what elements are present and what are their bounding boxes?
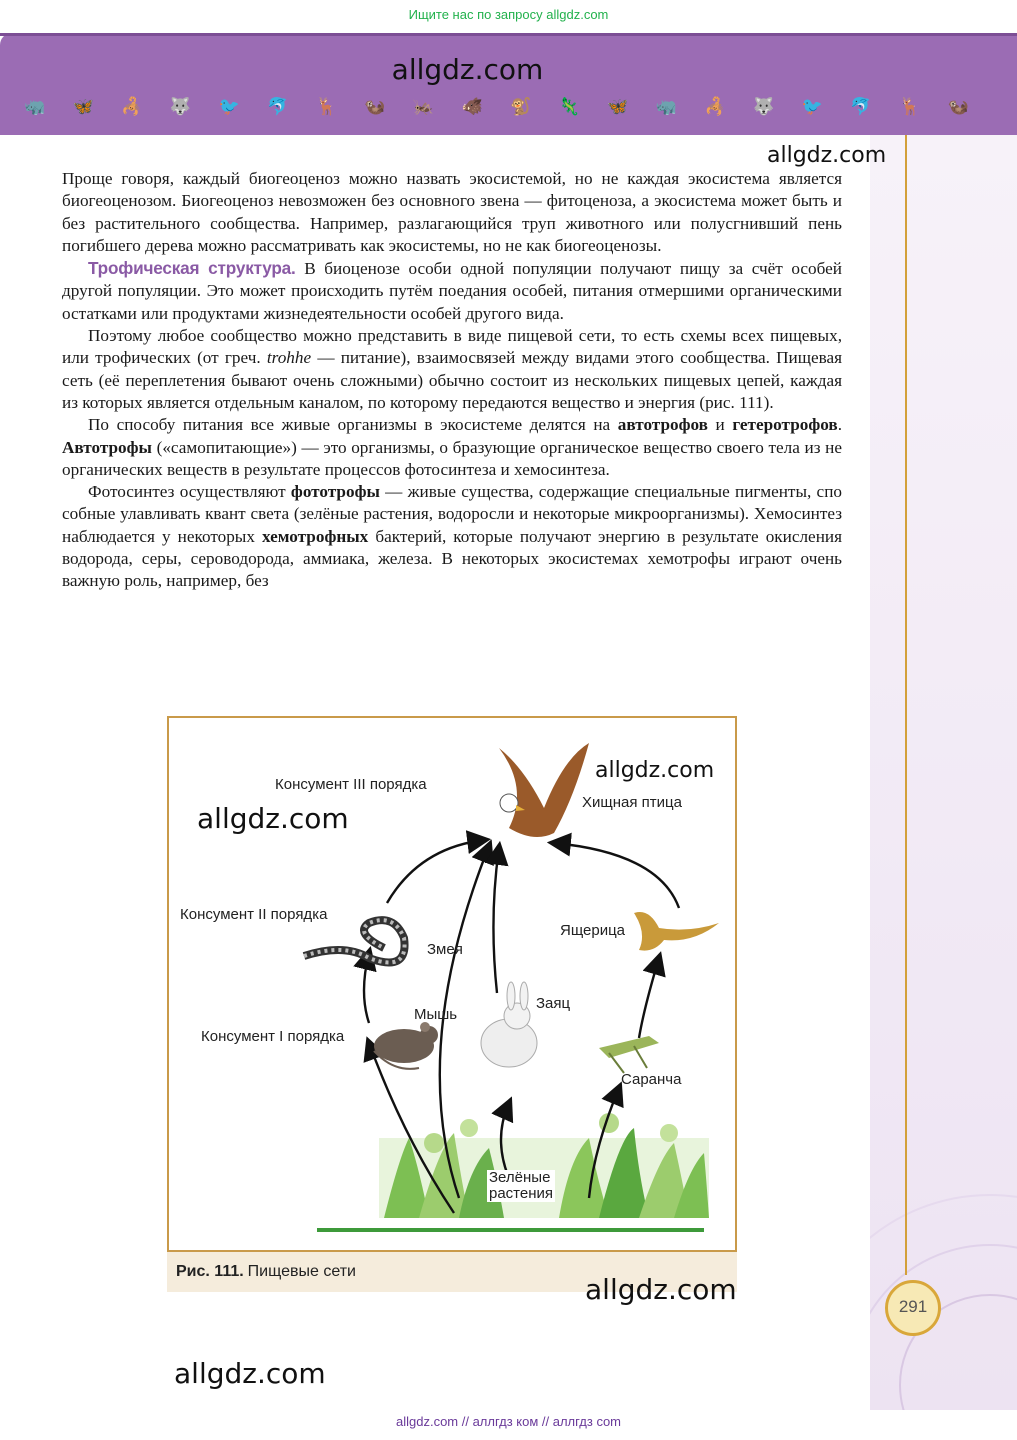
paragraph-5: Фотосинтез осуществляют фототрофы — живые существа, содержащие специальные пигменты, спо собные улавливать квант света (зелёные растения, водоросли и некоторые микроорганизмы). Хемосинтез наблюдается у некоторых хемотрофных бактерий, которые получают энергию в результате окисления водорода, серы, сероводорода, аммиака, железа. В некоторых экосистемах хемотрофы играют очень важную роль, например, без bbox=[62, 482, 842, 591]
term-trophic-structure: Трофическая структура. bbox=[88, 258, 296, 279]
paragraph-3: Поэтому любое сообщество можно представить в виде пищевой сети, то есть схемы всех пищевых, или трофических (от греч. trohhe — питание), взаимосвязей между видами этого сообщества. Пищевая сеть (её переплетения бывают очень сложными) обычно состоит из нескольких пищевых цепей, каждая из которых является отдельным каналом, по которому передаются вещество и энергия (рис. 111). bbox=[62, 326, 842, 412]
boar-icon: 🐗 bbox=[461, 97, 483, 117]
dolphin-icon: 🐬 bbox=[267, 97, 289, 117]
hare-illustration bbox=[481, 982, 537, 1067]
margin-rule bbox=[905, 135, 907, 1275]
label-snake: Змея bbox=[427, 941, 463, 958]
lizard-illustration bbox=[634, 912, 719, 951]
top-banner-link[interactable]: Ищите нас по запросу allgdz.com bbox=[408, 7, 609, 22]
rhino-icon: 🦏 bbox=[24, 97, 46, 117]
label-lizard: Ящерица bbox=[560, 922, 626, 939]
page-number-badge bbox=[885, 1280, 941, 1336]
figure-111 bbox=[167, 716, 737, 1292]
butterfly-icon: 🦋 bbox=[607, 97, 629, 117]
watermark-top-right: allgdz.com bbox=[767, 143, 887, 168]
wolf-icon: 🐺 bbox=[169, 97, 191, 117]
butterfly-icon: 🦋 bbox=[72, 97, 94, 117]
watermark-bottom-left: allgdz.com bbox=[174, 1357, 326, 1390]
insect-icon: 🦗 bbox=[412, 97, 435, 117]
animal-strip bbox=[24, 97, 969, 117]
figure-frame bbox=[167, 716, 737, 1252]
label-consumer-3: Консумент III порядка bbox=[275, 776, 427, 793]
watermark-figure-left: allgdz.com bbox=[197, 802, 349, 835]
arrow-locust-to-lizard bbox=[639, 958, 659, 1038]
dolphin-icon: 🐬 bbox=[850, 97, 872, 117]
mouse-illustration bbox=[374, 1022, 438, 1069]
meerkat-icon: 🦦 bbox=[364, 97, 386, 117]
arrow-snake-to-bird bbox=[387, 840, 484, 903]
arrow-hare-to-bird bbox=[493, 848, 499, 993]
page-header bbox=[0, 33, 1017, 135]
paragraph-1: Проще говоря, каждый биогеоценоз можно назвать экосистемой, но не каждая экосистема является биогеоценозом. Биогеоценоз невозможен без основного звена — фитоценоза, а экосистема может быть и без растительного сообщества. Например, разлагающийся труп животного или полусгнивший пень погибшего дерева можно рассматривать как экосистемы, но не как биогеоценозы. bbox=[62, 169, 842, 255]
arrow-lizard-to-bird bbox=[554, 843, 679, 908]
bird-icon: 🐦 bbox=[801, 97, 823, 117]
header-site-title: allgdz.com bbox=[391, 53, 544, 86]
label-locust: Саранча bbox=[621, 1071, 682, 1088]
right-margin-panel bbox=[870, 135, 1017, 1410]
meerkat-icon: 🦦 bbox=[947, 97, 969, 117]
bird-icon: 🐦 bbox=[218, 97, 240, 117]
green-plants-illustration bbox=[379, 1113, 709, 1218]
snake-illustration bbox=[304, 920, 405, 962]
scorpion-icon: 🦂 bbox=[704, 97, 726, 117]
wolf-icon: 🐺 bbox=[753, 97, 775, 117]
label-consumer-1: Консумент I порядка bbox=[201, 1028, 345, 1045]
decorative-circles bbox=[870, 135, 1017, 1410]
label-green-plants: Зелёные растения bbox=[489, 1169, 554, 1202]
paragraph-2: Трофическая структура. В биоценозе особи одной популяции получают пищу за счёт особей другой популяции. Это может происходить путём поедания особей, питания отмершими органическими остатками или продуктами жизнедеятельности особей другого вида. bbox=[62, 258, 842, 323]
watermark-figure-right: allgdz.com bbox=[595, 758, 715, 783]
figure-caption: Рис. 111. Пищевые сети bbox=[176, 1263, 356, 1280]
body-text bbox=[62, 168, 842, 593]
eagle-illustration bbox=[499, 743, 589, 837]
page-number: 291 bbox=[898, 1297, 928, 1316]
rhino-icon: 🦏 bbox=[655, 97, 678, 117]
label-consumer-2: Консумент II порядка bbox=[180, 906, 328, 923]
arrow-mouse-to-snake bbox=[364, 953, 369, 1023]
label-bird: Хищная птица bbox=[582, 794, 682, 811]
locust-illustration bbox=[599, 1036, 659, 1073]
deer-icon: 🦌 bbox=[898, 97, 921, 117]
label-mouse: Мышь bbox=[414, 1006, 458, 1023]
deer-icon: 🦌 bbox=[315, 97, 337, 117]
lizard-icon: 🦎 bbox=[558, 97, 580, 117]
watermark-below-figure: allgdz.com bbox=[585, 1273, 737, 1306]
monkey-icon: 🐒 bbox=[510, 97, 532, 117]
footer-links[interactable]: allgdz.com // аллгдз ком // аллгдз com bbox=[395, 1414, 622, 1429]
label-hare: Заяц bbox=[536, 995, 571, 1012]
paragraph-4: По способу питания все живые организмы в экосистеме делятся на автотрофов и гетеротрофов. Автотрофы («самопитающие») — это организмы, о бразующие органическое вещество своего тела из не органических веществ в результате процессов фотосинтеза и хемосинтеза. bbox=[62, 415, 842, 479]
scorpion-icon: 🦂 bbox=[121, 97, 143, 117]
